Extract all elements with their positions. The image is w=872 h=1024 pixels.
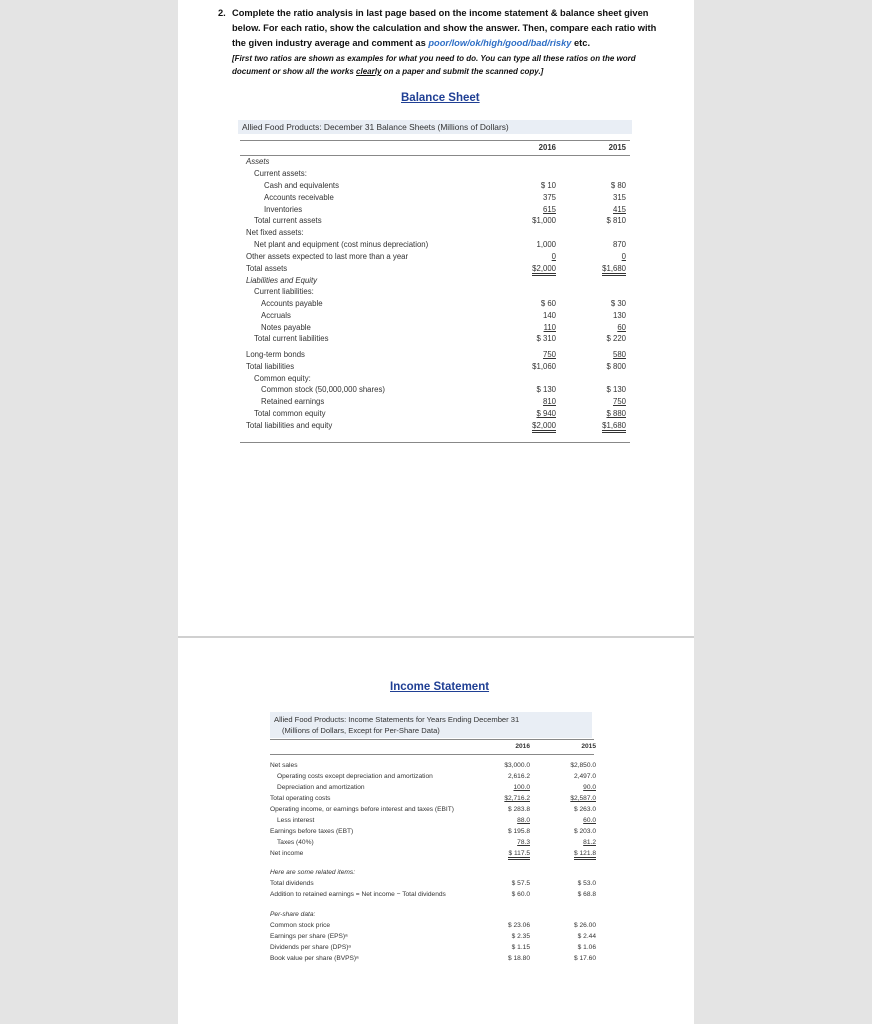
question-paragraph bbox=[218, 6, 668, 51]
income-statement-heading: Income Statement bbox=[390, 681, 490, 693]
column-header-row bbox=[178, 142, 694, 154]
table-row: Total dividends $ 57.5 $ 53.0 bbox=[270, 880, 596, 887]
table-row: Here are some related items: bbox=[270, 869, 356, 876]
table-row: Operating costs except depreciation and amortization 2,616.2 2,497.0 bbox=[277, 773, 596, 780]
table-row: Per-share data: bbox=[270, 911, 316, 918]
table-row: Current liabilities: bbox=[254, 287, 314, 296]
document-page-2 bbox=[178, 638, 694, 1024]
table-row: Accounts receivable 375 315 bbox=[264, 193, 626, 202]
question-number: 2. bbox=[218, 8, 226, 18]
table-row: Net fixed assets: bbox=[246, 228, 304, 237]
table-row: Net income $ 117.5 $ 121.8 bbox=[178, 848, 694, 859]
col-header-2015: 2015 bbox=[581, 743, 596, 750]
table-row: Less interest 88.0 60.0 bbox=[277, 817, 596, 824]
table-row: Common equity: bbox=[254, 374, 311, 383]
table-row: Earnings per share (EPS)ᵃ $ 2.35 $ 2.44 bbox=[270, 933, 596, 940]
table-row: Operating income, or earnings before interest and taxes (EBIT) $ 283.8 $ 263.0 bbox=[270, 806, 596, 813]
table-row: Other assets expected to last more than a year 0 0 bbox=[246, 252, 626, 261]
table-row: Current assets: bbox=[254, 169, 307, 178]
viewer-right-margin bbox=[694, 0, 872, 1024]
balance-sheet-heading: Balance Sheet bbox=[401, 92, 480, 104]
note-text: [First two ratios are shown as examples for what you need to do. You can type all these ratios on the word document or show all the works bbox=[232, 54, 636, 76]
income-title-line1: Allied Food Products: Income Statements for Years Ending December 31 bbox=[274, 715, 520, 724]
document-page-1 bbox=[178, 0, 694, 636]
header-rule-bottom bbox=[270, 754, 594, 755]
table-row: Depreciation and amortization 100.0 90.0 bbox=[277, 784, 596, 791]
table-row: Inventories 615 415 bbox=[264, 205, 626, 214]
table-row: Notes payable 110 60 bbox=[261, 323, 626, 332]
table-row: Accounts payable $ 60 $ 30 bbox=[261, 299, 626, 308]
col-header-2015: 2015 bbox=[608, 143, 626, 152]
table-row: Total liabilities and equity $2,000 $1,680 bbox=[178, 420, 694, 432]
income-title-line2: (Millions of Dollars, Except for Per-Share Data) bbox=[282, 726, 440, 735]
header-rule bbox=[240, 140, 630, 141]
question-text-end: etc. bbox=[571, 38, 591, 48]
table-row: Assets bbox=[246, 157, 270, 166]
balance-sheet-title: Allied Food Products: December 31 Balance Sheets (Millions of Dollars) bbox=[238, 120, 632, 134]
table-row: Total liabilities $1,060 $ 800 bbox=[246, 362, 626, 371]
instruction-note bbox=[232, 52, 662, 78]
col-header-2016: 2016 bbox=[515, 743, 530, 750]
table-row: Taxes (40%) 78.3 81.2 bbox=[277, 839, 596, 846]
question-text: Complete the ratio analysis in last page based on the income statement & balance sheet given below. For each ratio, show the calculation and show the answer. Then, compare each ratio with the given industry average and comment as bbox=[232, 8, 657, 48]
table-row: Long-term bonds 750 580 bbox=[246, 350, 626, 359]
table-row: Total operating costs $2,716.2 $2,587.0 bbox=[270, 795, 596, 802]
note-underlined-word: clearly bbox=[356, 67, 382, 76]
table-row: Common stock price $ 23.06 $ 26.00 bbox=[270, 922, 596, 929]
column-header-row bbox=[178, 741, 694, 752]
table-row: Book value per share (BVPS)ᵃ $ 18.80 $ 17.60 bbox=[270, 955, 596, 962]
table-row: Total common equity $ 940 $ 880 bbox=[254, 409, 626, 418]
income-statement-title bbox=[270, 712, 592, 738]
table-row: Retained earnings 810 750 bbox=[261, 397, 626, 406]
header-rule bbox=[270, 739, 594, 740]
table-row: Net sales $3,000.0 $2,850.0 bbox=[270, 762, 596, 769]
question-colored-words: poor/low/ok/high/good/bad/risky bbox=[428, 38, 572, 48]
table-row: Accruals 140 130 bbox=[261, 311, 626, 320]
viewer-left-margin bbox=[0, 0, 178, 1024]
note-text-end: on a paper and submit the scanned copy.] bbox=[381, 67, 544, 76]
table-row: Earnings before taxes (EBT) $ 195.8 $ 203.0 bbox=[270, 828, 596, 835]
table-row: Total current assets $1,000 $ 810 bbox=[254, 216, 626, 225]
table-row: Net plant and equipment (cost minus depreciation) 1,000 870 bbox=[254, 240, 626, 249]
table-row: Cash and equivalents $ 10 $ 80 bbox=[264, 181, 626, 190]
table-row: Dividends per share (DPS)ᵃ $ 1.15 $ 1.06 bbox=[270, 944, 596, 951]
table-row: Addition to retained earnings = Net income − Total dividends $ 60.0 $ 68.8 bbox=[270, 891, 596, 898]
table-row: Total assets $2,000 $1,680 bbox=[178, 263, 694, 275]
table-row: Liabilities and Equity bbox=[246, 276, 318, 285]
table-row: Total current liabilities $ 310 $ 220 bbox=[254, 334, 626, 343]
col-header-2016: 2016 bbox=[538, 143, 556, 152]
table-row: Common stock (50,000,000 shares) $ 130 $ 130 bbox=[261, 385, 626, 394]
table-bottom-rule bbox=[240, 442, 630, 443]
